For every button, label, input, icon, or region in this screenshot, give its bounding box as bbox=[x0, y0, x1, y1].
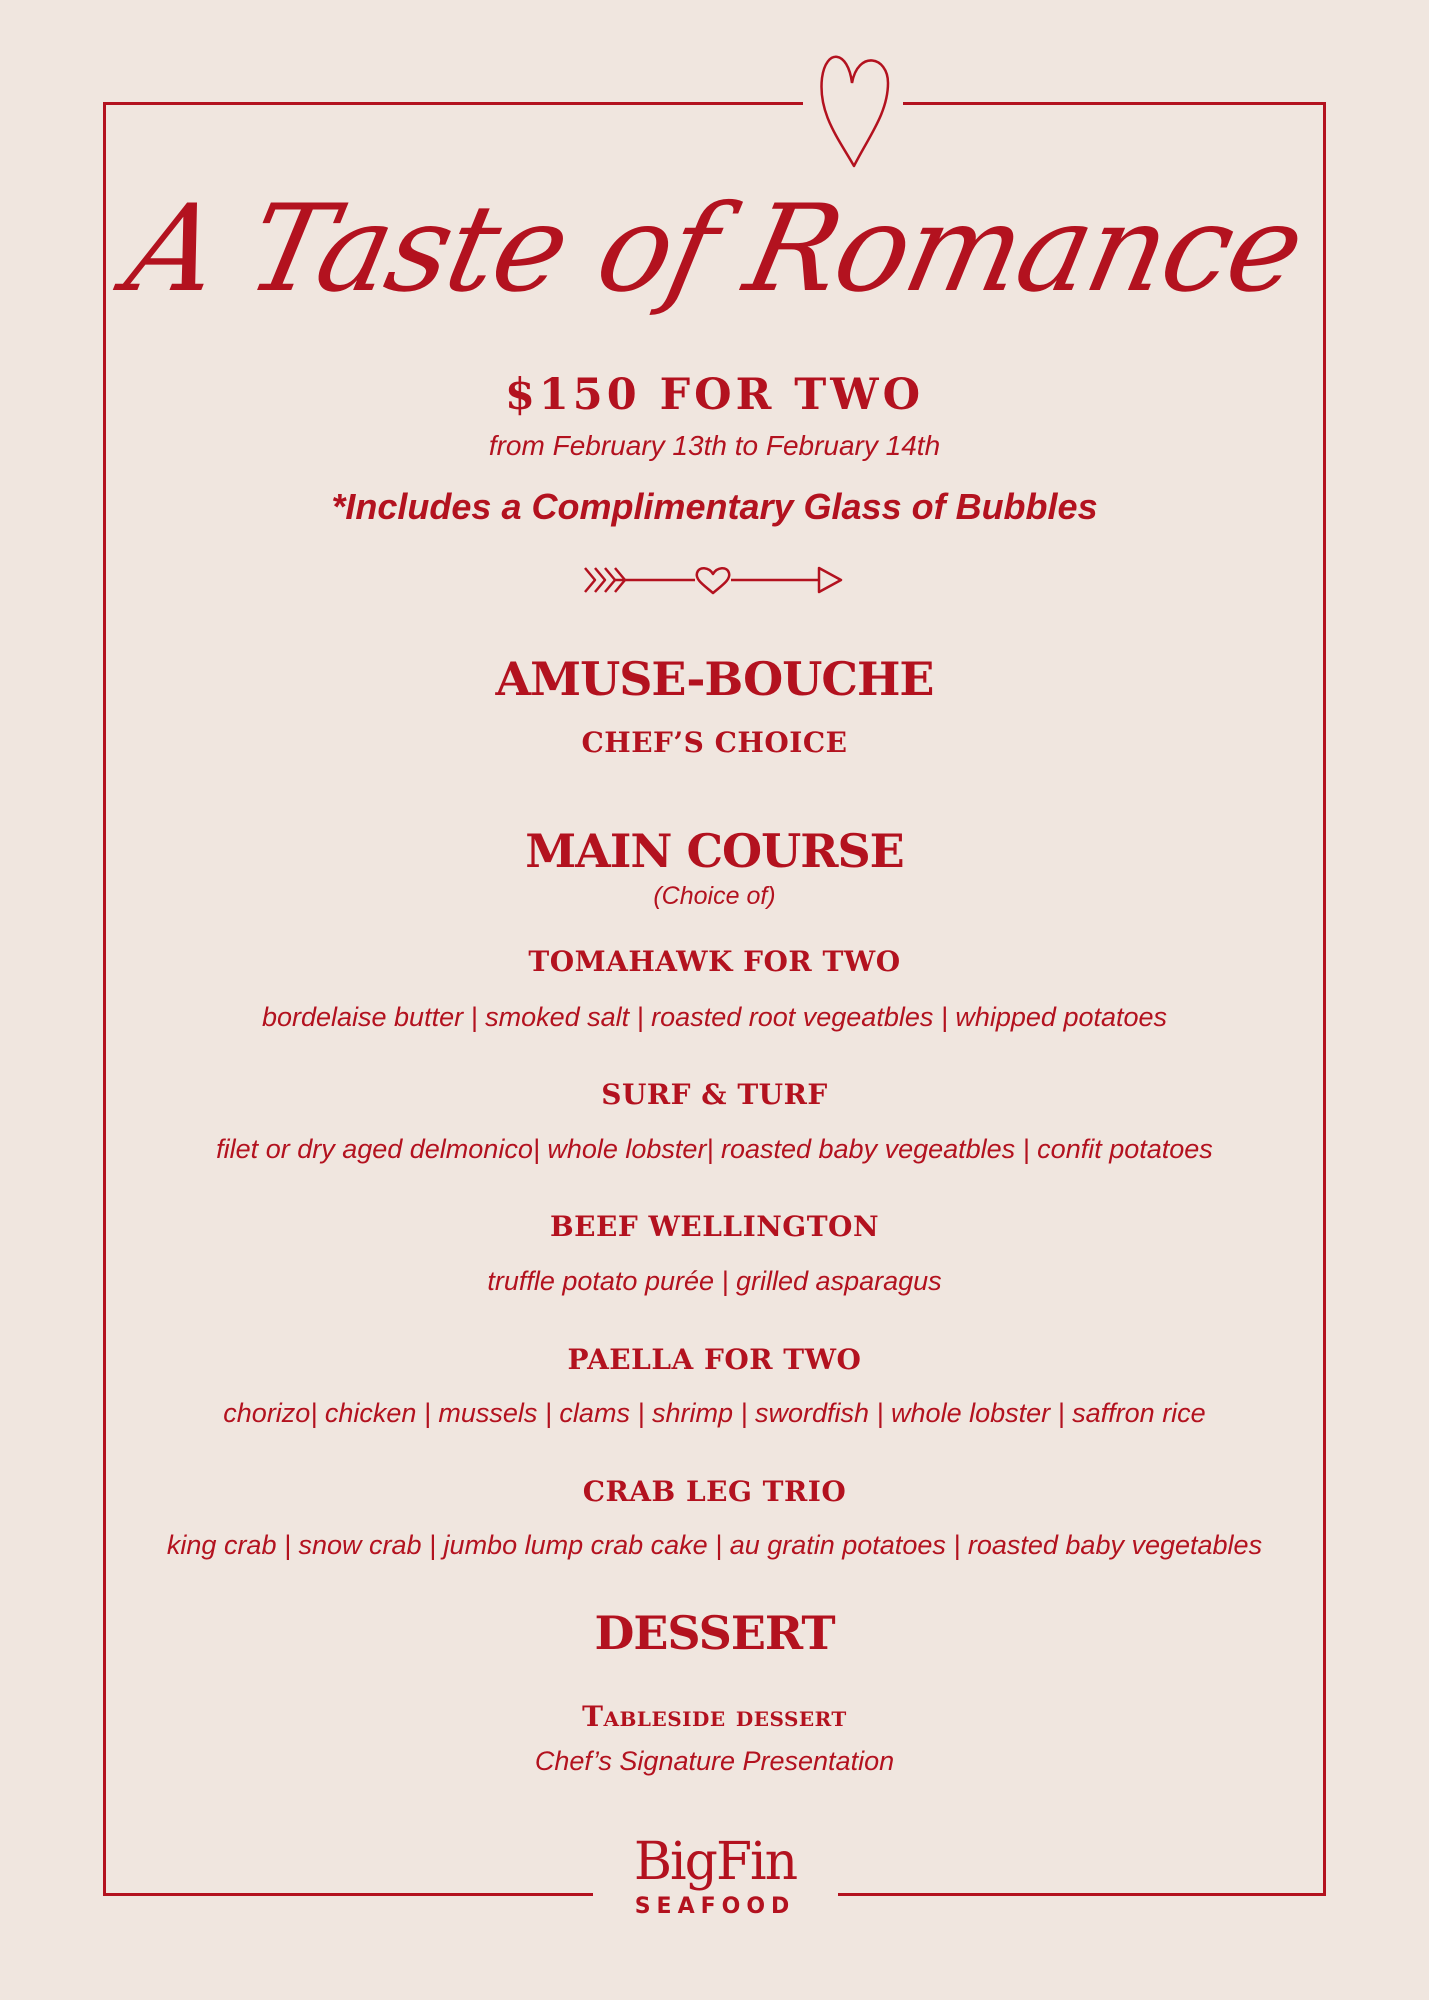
frame-top-left bbox=[103, 102, 803, 105]
frame-bottom-right bbox=[838, 1893, 1326, 1896]
logo-wordmark: BigFin bbox=[633, 1832, 797, 1892]
dish-description: king crab | snow crab | jumbo lump crab cake | au gratin potatoes | roasted baby vegetables bbox=[166, 1530, 1263, 1560]
main-course-heading: MAIN COURSE bbox=[525, 824, 904, 878]
dish-name: TOMAHAWK FOR TWO bbox=[528, 945, 901, 978]
frame-bottom-left bbox=[103, 1893, 593, 1896]
dish-description: chorizo| chicken | mussels | clams | shrimp | swordfish | whole lobster | saffron rice bbox=[223, 1398, 1206, 1428]
dish-description: filet or dry aged delmonico| whole lobster| roasted baby vegeatbles | confit potatoes bbox=[216, 1134, 1213, 1164]
dessert-description: Chef’s Signature Presentation bbox=[534, 1746, 895, 1776]
complimentary-note: *Includes a Complimentary Glass of Bubbles bbox=[331, 486, 1098, 527]
menu-title: A Taste of Romance bbox=[115, 180, 1314, 319]
price-heading: $150 FOR TWO bbox=[504, 370, 925, 420]
dish-description: truffle potato purée | grilled asparagus bbox=[487, 1266, 942, 1296]
arrow-heart-divider-icon bbox=[583, 560, 845, 600]
logo-subtext: SEAFOOD bbox=[634, 1894, 796, 1919]
dish-name: CRAB LEG TRIO bbox=[582, 1475, 847, 1508]
dish-description: bordelaise butter | smoked salt | roasted root vegeatbles | whipped potatoes bbox=[261, 1002, 1168, 1032]
dish-name: PAELLA FOR TWO bbox=[567, 1343, 862, 1376]
amuse-bouche-heading: AMUSE-BOUCHE bbox=[495, 652, 934, 706]
amuse-bouche-choice: CHEF’S CHOICE bbox=[581, 726, 848, 759]
frame-top-right bbox=[903, 102, 1326, 105]
promo-dates: from February 13th to February 14th bbox=[488, 430, 941, 461]
main-course-subtitle: (Choice of) bbox=[653, 882, 776, 910]
dessert-item: Tableside dessert bbox=[582, 1700, 847, 1733]
dish-name: BEEF WELLINGTON bbox=[549, 1210, 880, 1243]
dish-name: SURF & TURF bbox=[601, 1078, 828, 1111]
dessert-heading: DESSERT bbox=[594, 1606, 835, 1660]
bigfin-logo bbox=[600, 1832, 830, 1942]
